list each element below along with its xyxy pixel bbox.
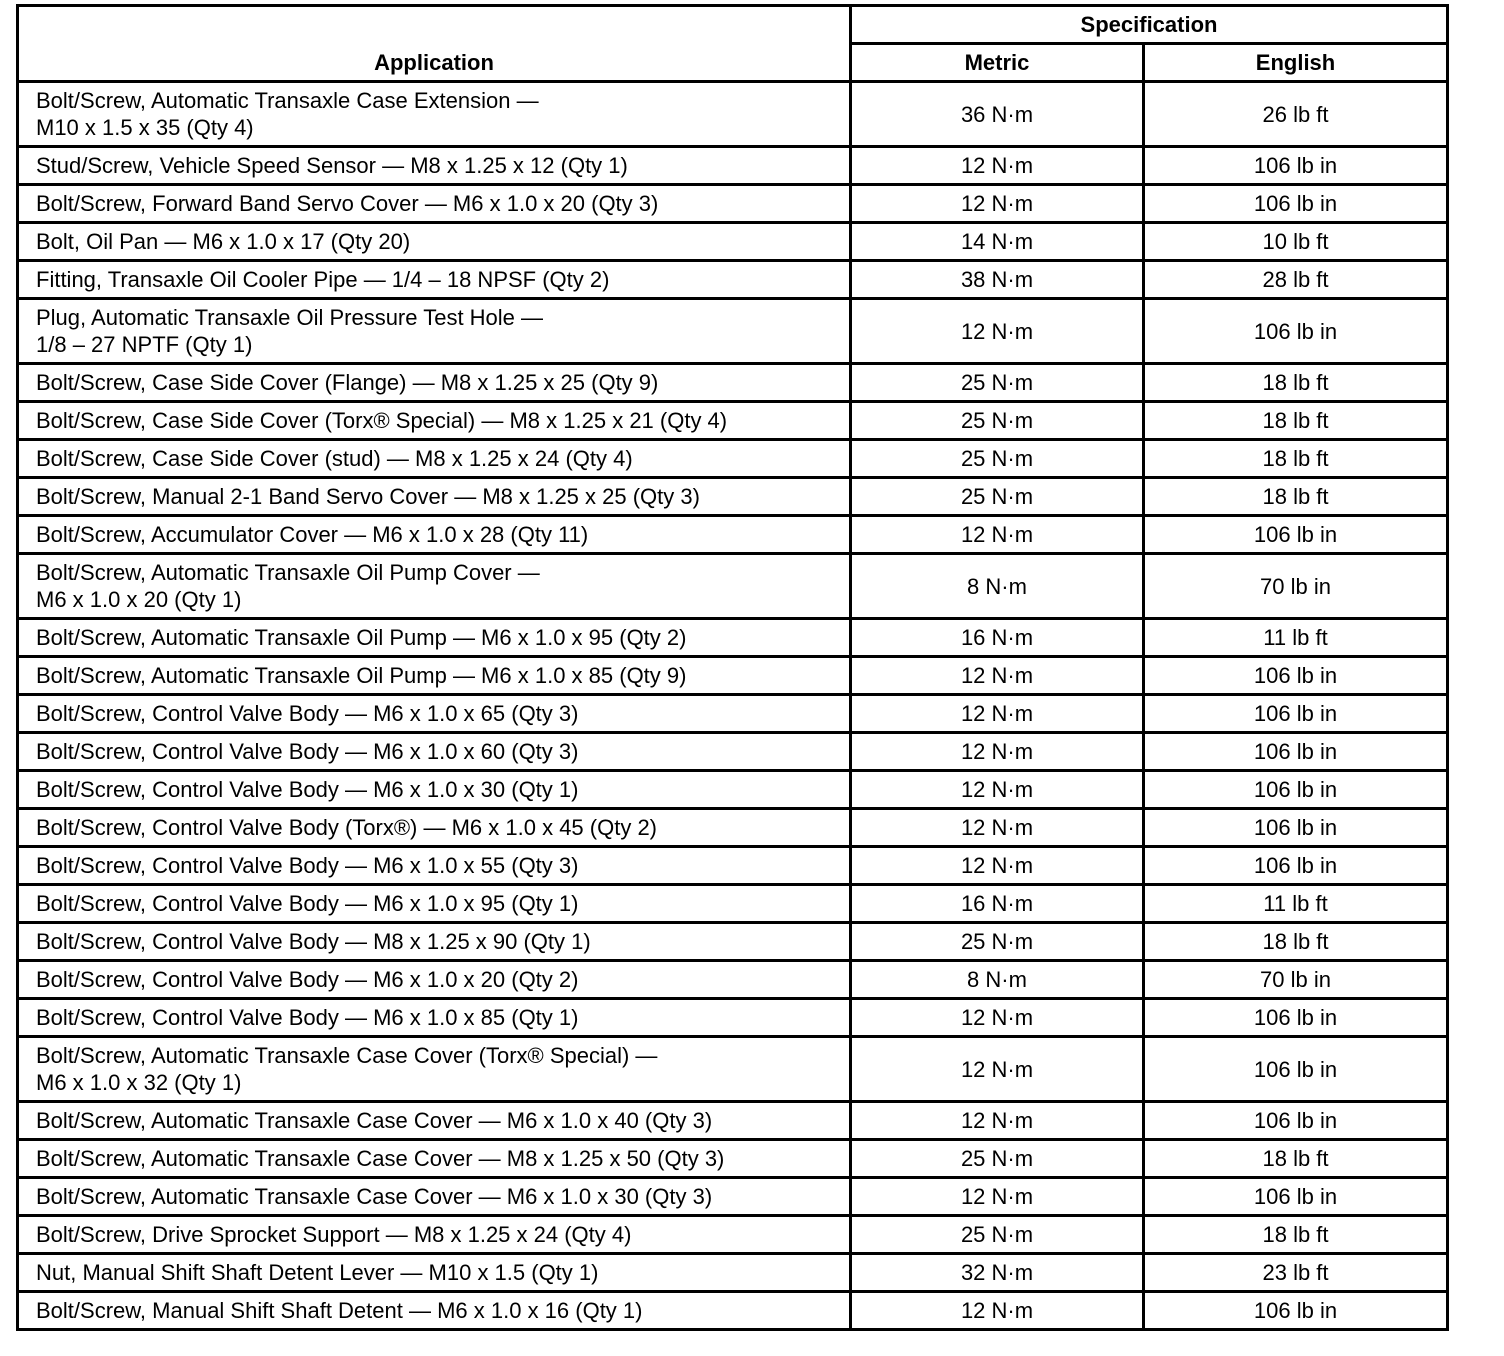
application-cell: Fitting, Transaxle Oil Cooler Pipe — 1/4 – 18 NPSF (Qty 2): [18, 261, 851, 299]
english-value-cell: 18 lb ft: [1144, 923, 1448, 961]
specification-column-header: Specification: [851, 6, 1448, 44]
application-cell: Bolt, Oil Pan — M6 x 1.0 x 17 (Qty 20): [18, 223, 851, 261]
table-header: [18, 6, 1448, 82]
application-cell: Bolt/Screw, Control Valve Body — M6 x 1.0 x 20 (Qty 2): [18, 961, 851, 999]
english-value-cell: 106 lb in: [1144, 657, 1448, 695]
table-row: [18, 147, 1448, 185]
english-value-cell: 11 lb ft: [1144, 885, 1448, 923]
table-row: [18, 440, 1448, 478]
application-cell: Plug, Automatic Transaxle Oil Pressure Test Hole — 1/8 – 27 NPTF (Qty 1): [18, 299, 851, 364]
application-cell: Bolt/Screw, Control Valve Body — M8 x 1.25 x 90 (Qty 1): [18, 923, 851, 961]
application-cell: Bolt/Screw, Automatic Transaxle Case Cover — M6 x 1.0 x 30 (Qty 3): [18, 1178, 851, 1216]
english-value-cell: 18 lb ft: [1144, 478, 1448, 516]
application-cell: Bolt/Screw, Manual 2-1 Band Servo Cover — M8 x 1.25 x 25 (Qty 3): [18, 478, 851, 516]
table-row: [18, 885, 1448, 923]
table-row: [18, 478, 1448, 516]
application-cell: Bolt/Screw, Automatic Transaxle Case Extension — M10 x 1.5 x 35 (Qty 4): [18, 82, 851, 147]
english-column-header: English: [1144, 44, 1448, 82]
metric-value-cell: 25 N·m: [851, 1216, 1144, 1254]
metric-value-cell: 12 N·m: [851, 1292, 1144, 1330]
table-row: [18, 1254, 1448, 1292]
table-row: [18, 185, 1448, 223]
metric-value-cell: 38 N·m: [851, 261, 1144, 299]
english-value-cell: 106 lb in: [1144, 1178, 1448, 1216]
table-row: [18, 554, 1448, 619]
table-row: [18, 695, 1448, 733]
metric-value-cell: 12 N·m: [851, 999, 1144, 1037]
metric-value-cell: 25 N·m: [851, 440, 1144, 478]
metric-value-cell: 36 N·m: [851, 82, 1144, 147]
table-row: [18, 261, 1448, 299]
application-cell: Bolt/Screw, Automatic Transaxle Case Cover (Torx® Special) — M6 x 1.0 x 32 (Qty 1): [18, 1037, 851, 1102]
application-cell: Bolt/Screw, Case Side Cover (Flange) — M8 x 1.25 x 25 (Qty 9): [18, 364, 851, 402]
metric-value-cell: 25 N·m: [851, 478, 1144, 516]
english-value-cell: 106 lb in: [1144, 847, 1448, 885]
metric-value-cell: 12 N·m: [851, 847, 1144, 885]
english-value-cell: 106 lb in: [1144, 1292, 1448, 1330]
metric-value-cell: 25 N·m: [851, 923, 1144, 961]
application-cell: Bolt/Screw, Automatic Transaxle Oil Pump Cover — M6 x 1.0 x 20 (Qty 1): [18, 554, 851, 619]
table-row: [18, 619, 1448, 657]
metric-value-cell: 12 N·m: [851, 299, 1144, 364]
application-cell: Bolt/Screw, Case Side Cover (stud) — M8 x 1.25 x 24 (Qty 4): [18, 440, 851, 478]
application-cell: Bolt/Screw, Manual Shift Shaft Detent — M6 x 1.0 x 16 (Qty 1): [18, 1292, 851, 1330]
metric-value-cell: 12 N·m: [851, 1037, 1144, 1102]
table-row: [18, 733, 1448, 771]
table-row: [18, 961, 1448, 999]
english-value-cell: 18 lb ft: [1144, 1140, 1448, 1178]
english-value-cell: 28 lb ft: [1144, 261, 1448, 299]
metric-value-cell: 12 N·m: [851, 1178, 1144, 1216]
table-row: [18, 809, 1448, 847]
application-cell: Bolt/Screw, Automatic Transaxle Oil Pump — M6 x 1.0 x 85 (Qty 9): [18, 657, 851, 695]
english-value-cell: 70 lb in: [1144, 554, 1448, 619]
english-value-cell: 106 lb in: [1144, 299, 1448, 364]
application-cell: Bolt/Screw, Control Valve Body — M6 x 1.0 x 55 (Qty 3): [18, 847, 851, 885]
table-row: [18, 1292, 1448, 1330]
table-row: [18, 82, 1448, 147]
english-value-cell: 106 lb in: [1144, 809, 1448, 847]
metric-value-cell: 25 N·m: [851, 364, 1144, 402]
table-row: [18, 402, 1448, 440]
header-row-top: [18, 6, 1448, 44]
english-value-cell: 106 lb in: [1144, 771, 1448, 809]
english-value-cell: 70 lb in: [1144, 961, 1448, 999]
table-row: [18, 923, 1448, 961]
metric-value-cell: 16 N·m: [851, 619, 1144, 657]
english-value-cell: 18 lb ft: [1144, 1216, 1448, 1254]
application-cell: Bolt/Screw, Control Valve Body — M6 x 1.0 x 60 (Qty 3): [18, 733, 851, 771]
english-value-cell: 106 lb in: [1144, 185, 1448, 223]
application-cell: Stud/Screw, Vehicle Speed Sensor — M8 x 1.25 x 12 (Qty 1): [18, 147, 851, 185]
application-cell: Bolt/Screw, Automatic Transaxle Case Cover — M6 x 1.0 x 40 (Qty 3): [18, 1102, 851, 1140]
table-row: [18, 223, 1448, 261]
table-row: [18, 364, 1448, 402]
english-value-cell: 18 lb ft: [1144, 364, 1448, 402]
application-cell: Bolt/Screw, Automatic Transaxle Oil Pump — M6 x 1.0 x 95 (Qty 2): [18, 619, 851, 657]
english-value-cell: 106 lb in: [1144, 147, 1448, 185]
metric-value-cell: 8 N·m: [851, 554, 1144, 619]
application-column-header: Application: [18, 6, 851, 82]
english-value-cell: 18 lb ft: [1144, 440, 1448, 478]
metric-value-cell: 12 N·m: [851, 771, 1144, 809]
table-row: [18, 1216, 1448, 1254]
table-row: [18, 771, 1448, 809]
table-row: [18, 657, 1448, 695]
english-value-cell: 106 lb in: [1144, 516, 1448, 554]
application-cell: Bolt/Screw, Control Valve Body — M6 x 1.0 x 30 (Qty 1): [18, 771, 851, 809]
metric-value-cell: 12 N·m: [851, 185, 1144, 223]
metric-value-cell: 8 N·m: [851, 961, 1144, 999]
metric-value-cell: 12 N·m: [851, 516, 1144, 554]
application-cell: Bolt/Screw, Forward Band Servo Cover — M6 x 1.0 x 20 (Qty 3): [18, 185, 851, 223]
metric-value-cell: 16 N·m: [851, 885, 1144, 923]
table-row: [18, 999, 1448, 1037]
application-cell: Bolt/Screw, Accumulator Cover — M6 x 1.0 x 28 (Qty 11): [18, 516, 851, 554]
english-value-cell: 11 lb ft: [1144, 619, 1448, 657]
table-row: [18, 847, 1448, 885]
english-value-cell: 18 lb ft: [1144, 402, 1448, 440]
english-value-cell: 106 lb in: [1144, 999, 1448, 1037]
table-row: [18, 1037, 1448, 1102]
metric-value-cell: 12 N·m: [851, 147, 1144, 185]
metric-value-cell: 25 N·m: [851, 1140, 1144, 1178]
metric-value-cell: 14 N·m: [851, 223, 1144, 261]
metric-value-cell: 12 N·m: [851, 1102, 1144, 1140]
table-row: [18, 1178, 1448, 1216]
application-cell: Bolt/Screw, Control Valve Body — M6 x 1.0 x 85 (Qty 1): [18, 999, 851, 1037]
table-row: [18, 516, 1448, 554]
metric-value-cell: 32 N·m: [851, 1254, 1144, 1292]
table-row: [18, 299, 1448, 364]
metric-value-cell: 25 N·m: [851, 402, 1144, 440]
application-cell: Bolt/Screw, Drive Sprocket Support — M8 x 1.25 x 24 (Qty 4): [18, 1216, 851, 1254]
metric-column-header: Metric: [851, 44, 1144, 82]
english-value-cell: 106 lb in: [1144, 1037, 1448, 1102]
english-value-cell: 26 lb ft: [1144, 82, 1448, 147]
table-body: [18, 82, 1448, 1330]
application-cell: Bolt/Screw, Case Side Cover (Torx® Special) — M8 x 1.25 x 21 (Qty 4): [18, 402, 851, 440]
table-row: [18, 1140, 1448, 1178]
application-cell: Nut, Manual Shift Shaft Detent Lever — M10 x 1.5 (Qty 1): [18, 1254, 851, 1292]
metric-value-cell: 12 N·m: [851, 809, 1144, 847]
english-value-cell: 23 lb ft: [1144, 1254, 1448, 1292]
application-cell: Bolt/Screw, Control Valve Body — M6 x 1.0 x 65 (Qty 3): [18, 695, 851, 733]
metric-value-cell: 12 N·m: [851, 695, 1144, 733]
english-value-cell: 106 lb in: [1144, 695, 1448, 733]
application-cell: Bolt/Screw, Control Valve Body (Torx®) — M6 x 1.0 x 45 (Qty 2): [18, 809, 851, 847]
application-cell: Bolt/Screw, Automatic Transaxle Case Cover — M8 x 1.25 x 50 (Qty 3): [18, 1140, 851, 1178]
application-cell: Bolt/Screw, Control Valve Body — M6 x 1.0 x 95 (Qty 1): [18, 885, 851, 923]
english-value-cell: 106 lb in: [1144, 1102, 1448, 1140]
english-value-cell: 10 lb ft: [1144, 223, 1448, 261]
metric-value-cell: 12 N·m: [851, 733, 1144, 771]
english-value-cell: 106 lb in: [1144, 733, 1448, 771]
table-row: [18, 1102, 1448, 1140]
metric-value-cell: 12 N·m: [851, 657, 1144, 695]
fastener-specification-table: [16, 4, 1449, 1331]
